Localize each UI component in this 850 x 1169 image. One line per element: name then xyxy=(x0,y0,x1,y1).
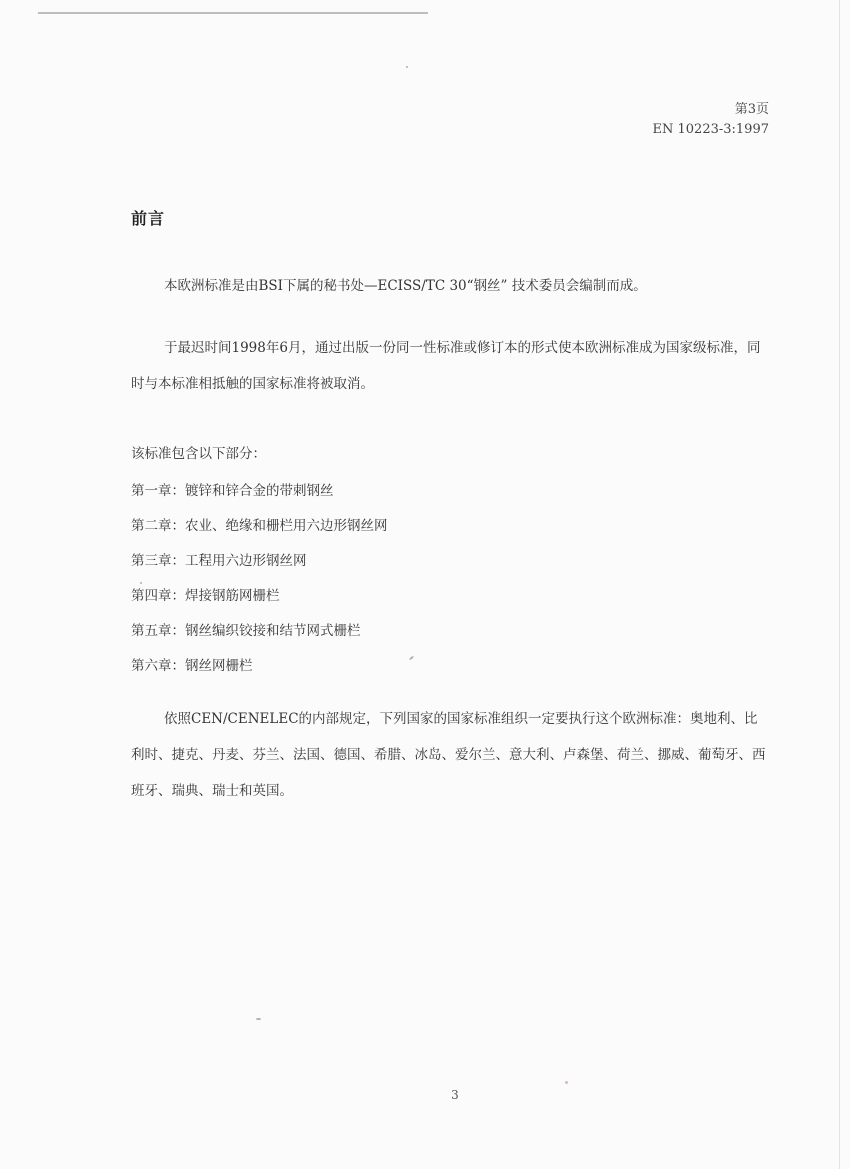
scan-edge-line xyxy=(38,12,428,14)
paragraph-2: 于最迟时间1998年6月，通过出版一份同一性标准或修订本的形式使本欧洲标准成为国家级标准，同时与本标准相抵触的国家标准将被取消。 xyxy=(131,340,761,392)
page-header xyxy=(653,100,769,140)
paragraph-1: 本欧洲标准是由BSI下属的秘书处—ECISS/TC 30“钢丝” 技术委员会编制而成。 xyxy=(164,278,647,294)
page-title: 前言 xyxy=(131,209,166,228)
scan-speck xyxy=(565,1081,568,1084)
page-number: 3 xyxy=(451,1088,459,1102)
scan-speck xyxy=(406,66,408,68)
chapter-item-2: 第二章：农业、绝缘和栅栏用六边形钢丝网 xyxy=(131,518,388,534)
scan-speck xyxy=(409,656,414,661)
chapter-list xyxy=(131,474,388,684)
chapter-item-5: 第五章：钢丝编织铰接和结节网式栅栏 xyxy=(131,623,361,639)
scan-speck xyxy=(256,1018,261,1020)
chapter-item-4: 第四章：焊接钢筋网栅栏 xyxy=(131,588,280,604)
scan-speck xyxy=(140,582,142,584)
page-label: 第3页 xyxy=(734,102,769,117)
chapter-item-6: 第六章：钢丝网栅栏 xyxy=(131,658,253,674)
scan-edge-right xyxy=(839,0,840,1169)
chapter-list-intro: 该标准包含以下部分： xyxy=(131,446,266,462)
paragraph-3: 依照CEN/CENELEC的内部规定，下列国家的国家标准组织一定要执行这个欧洲标准：奥地利、比利时、捷克、丹麦、芬兰、法国、德国、希腊、冰岛、爱尔兰、意大利、卢森堡、荷兰、挪威、葡萄牙、西班牙、瑞典、瑞士和英国。 xyxy=(131,711,766,799)
document-code: EN 10223-3:1997 xyxy=(652,122,769,137)
chapter-item-3: 第三章：工程用六边形钢丝网 xyxy=(131,553,307,569)
chapter-item-1: 第一章：镀锌和锌合金的带刺钢丝 xyxy=(131,483,334,499)
